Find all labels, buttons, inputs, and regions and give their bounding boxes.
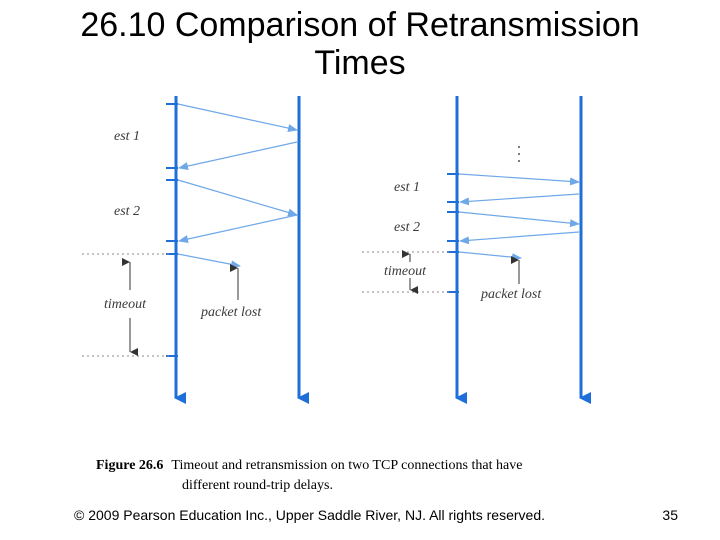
left-ack-2-arrow <box>179 215 297 241</box>
left-timeout-label: timeout <box>104 297 146 312</box>
right-timeout-label: timeout <box>384 264 426 279</box>
left-segment-1-arrow <box>178 104 297 130</box>
continuation-dot <box>518 153 520 155</box>
right-est1-label: est 1 <box>394 180 421 195</box>
left-packet-lost-label: packet lost <box>201 305 262 320</box>
left-diagram <box>82 96 299 398</box>
copyright-footer: © 2009 Pearson Education Inc., Upper Saddle River, NJ. All rights reserved. <box>74 507 546 523</box>
caption-text-2: different round-trip delays. <box>182 478 333 493</box>
right-packet-lost-label: packet lost <box>481 287 542 302</box>
left-lost-segment-arrow <box>178 254 240 266</box>
continuation-dot <box>518 160 520 162</box>
right-ack-1-arrow <box>460 194 579 202</box>
right-segment-1-arrow <box>459 174 579 182</box>
title-line-1: 26.10 Comparison of Retransmission <box>80 6 640 44</box>
caption-text-1: Timeout and retransmission on two TCP connections that have <box>171 458 523 473</box>
right-ack-2-arrow <box>460 232 579 241</box>
title-line-2: Times <box>314 44 406 82</box>
page-number: 35 <box>662 507 678 523</box>
right-segment-2-arrow <box>459 212 579 224</box>
right-diagram <box>362 96 581 398</box>
continuation-dot <box>518 146 520 148</box>
figure-caption <box>96 456 606 496</box>
left-segment-2-arrow <box>178 180 297 215</box>
left-ack-1-arrow <box>179 142 297 168</box>
right-lost-segment-arrow <box>459 252 521 258</box>
left-est2-label: est 2 <box>114 204 141 219</box>
figure-label: Figure 26.6 <box>96 458 164 473</box>
left-est1-label: est 1 <box>114 129 141 144</box>
right-est2-label: est 2 <box>394 220 421 235</box>
